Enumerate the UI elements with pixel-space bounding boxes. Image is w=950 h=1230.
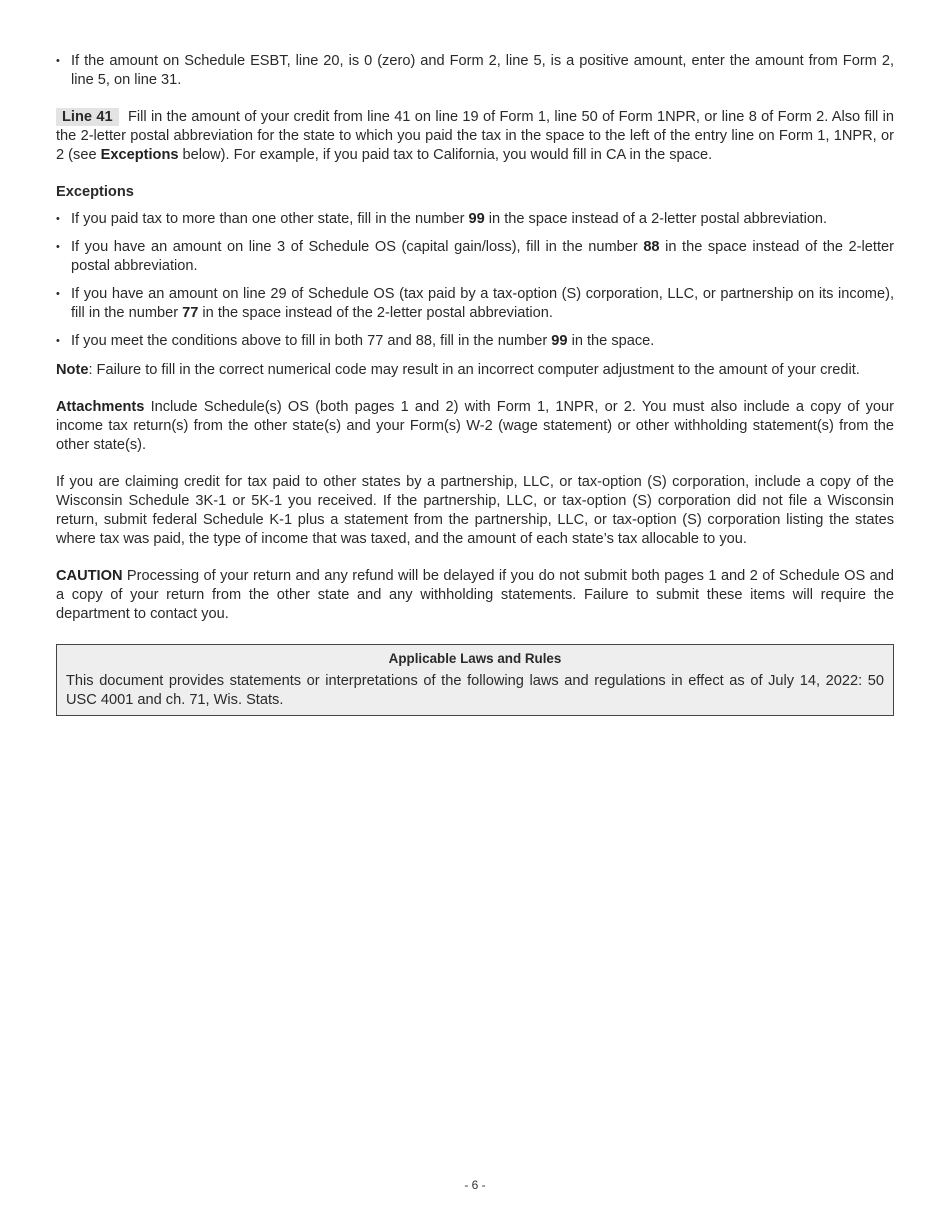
exception-code: 88	[643, 239, 660, 255]
page-content	[56, 52, 894, 716]
caution-label: CAUTION	[56, 568, 123, 584]
exception-code: 99	[468, 211, 485, 227]
exception-item: • If you have an amount on line 3 of Schedule OS (capital gain/loss), fill in the number 88 in the space instead of the 2-letter postal abbreviation.	[56, 238, 894, 276]
applicable-laws-box	[56, 644, 894, 716]
page-number: - 6 -	[464, 1178, 486, 1192]
exception-item: • If you meet the conditions above to fill in both 77 and 88, fill in the number 99 in the space.	[56, 332, 894, 351]
exceptions-heading: Exceptions	[56, 184, 134, 200]
exception-item: • If you have an amount on line 29 of Schedule OS (tax paid by a tax-option (S) corporation, LLC, or partnership on its income), fill in the number 77 in the space instead of the 2-letter postal abbreviation.	[56, 285, 894, 323]
line41-text-after: below). For example, if you paid tax to California, you would fill in CA in the space.	[178, 147, 713, 163]
note-paragraph: Note: Failure to fill in the correct numerical code may result in an incorrect computer adjustment to the amount of your credit.	[56, 362, 860, 378]
attachments-paragraph: Attachments Include Schedule(s) OS (both pages 1 and 2) with Form 1, 1NPR, or 2. You must also include a copy of your income tax return(s) from the other state(s) and your Form(s) W-2 (wage statement) or other withholding statement(s) from the other state(s).	[56, 399, 894, 453]
exception-code: 99	[551, 333, 568, 349]
caution-paragraph: CAUTION Processing of your return and any refund will be delayed if you do not submit both pages 1 and 2 of Schedule OS and a copy of your return from the other state and any withholding statements. Failure to submit these items will require the department to contact you.	[56, 568, 894, 622]
line41-text-before: Fill in the amount of your credit from line 41 on line 19 of Form 1, line 50 of Form 1NPR, or line 8 of Form 2. Also fill in the 2-letter postal abbreviation for the state to which you paid the tax in the space to the left of the entry line on Form 1, 1NPR, or 2 (see	[56, 109, 895, 163]
line41-exceptions-ref: Exceptions	[100, 147, 179, 163]
intro-bullet: • If the amount on Schedule ESBT, line 20, is 0 (zero) and Form 2, line 5, is a positive amount, enter the amount from Form 2, line 5, on line 31.	[56, 52, 894, 90]
line41-tag: Line 41	[56, 108, 119, 126]
partnership-paragraph: If you are claiming credit for tax paid to other states by a partnership, LLC, or tax-option (S) corporation, include a copy of the Wisconsin Schedule 3K-1 or 5K-1 you received. If the partnership, LLC, or tax-option (S) corporation did not file a Wisconsin return, submit federal Schedule K-1 plus a statement from the partnership, LLC, or tax-option (S) corporation listing the states where tax was paid, the type of income that was taxed, and the amount of each state’s tax allocable to you.	[56, 474, 894, 547]
exception-item: • If you paid tax to more than one other state, fill in the number 99 in the space instead of a 2-letter postal abbreviation.	[56, 210, 894, 229]
note-label: Note	[56, 362, 89, 378]
exceptions-list	[56, 210, 894, 351]
attachments-label: Attachments	[56, 399, 145, 415]
exception-code: 77	[182, 305, 199, 321]
line41-paragraph	[56, 108, 894, 165]
applicable-laws-text: This document provides statements or interpretations of the following laws and regulations in effect as of July 14, 2022: 50 USC 4001 and ch. 71, Wis. Stats.	[66, 673, 884, 708]
applicable-laws-title: Applicable Laws and Rules	[388, 651, 562, 666]
